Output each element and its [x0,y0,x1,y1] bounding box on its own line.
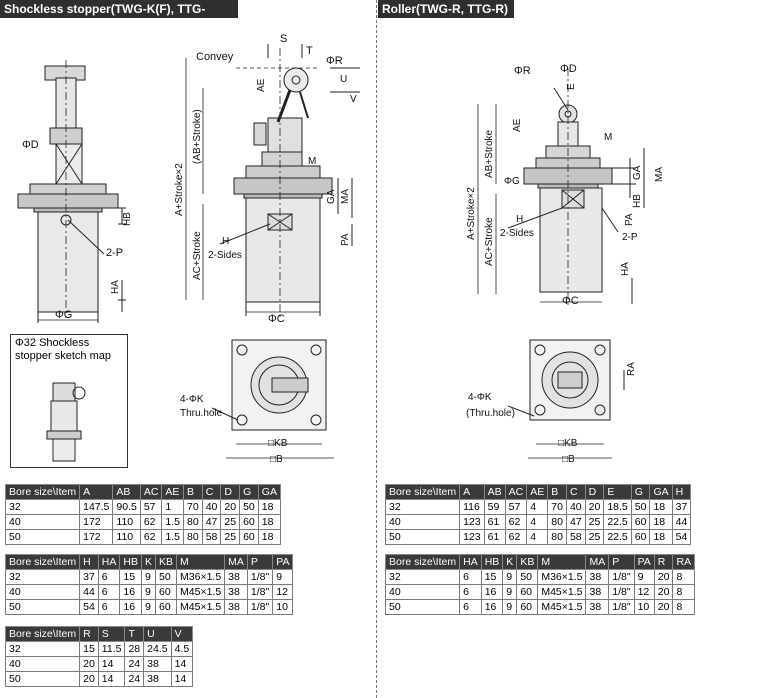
column-header: Bore size\Item [386,555,460,570]
table-cell: 25 [585,530,604,545]
table-cell: 172 [80,530,113,545]
right-phi-g-label: ΦG [504,176,520,187]
column-header: AC [140,485,162,500]
left-b-label: □B [270,454,283,465]
table-cell: 20 [654,585,673,600]
column-header: M [177,555,225,570]
column-header: HB [481,555,503,570]
table-cell: 57 [140,500,162,515]
table-cell: 22.5 [604,515,631,530]
table-cell: 58 [202,530,221,545]
table-cell: 61 [484,515,505,530]
table-cell: 38 [144,672,171,687]
table-cell: 16 [120,600,142,615]
table-cell: 38 [586,600,609,615]
sketch-map-box [10,334,128,468]
table-cell: 50 [631,500,650,515]
table-cell: 61 [484,530,505,545]
table-header-row [386,485,691,500]
column-header: H [672,485,691,500]
table-cell: 80 [548,515,567,530]
column-header: A [80,485,113,500]
table-cell: 110 [113,530,140,545]
table-cell: 62 [505,530,527,545]
column-header: HA [460,555,482,570]
table-cell: 47 [202,515,221,530]
table-cell: 18 [258,515,280,530]
table-cell: 8 [673,600,695,615]
column-header: HB [120,555,142,570]
left-phi-d-label: ΦD [22,139,39,151]
table-cell: 123 [460,530,485,545]
left-2p-label: 2-P [106,247,124,259]
table-cell: 50 [240,500,259,515]
table-cell: 25 [585,515,604,530]
right-phi-r-label: ΦR [514,65,531,77]
column-header: A [460,485,485,500]
table-cell: 32 [386,500,460,515]
table-row [6,642,193,657]
table-cell: 62 [140,515,162,530]
table-cell: 37 [672,500,691,515]
table-row [6,657,193,672]
table-cell: 12 [634,585,654,600]
table-cell: 9 [503,585,517,600]
table-cell: 40 [386,515,460,530]
table-cell: 37 [80,570,99,585]
right-b-label: □B [562,454,575,465]
column-header: M [538,555,586,570]
table-cell: 32 [386,570,460,585]
right-phi-c-label: ΦC [562,295,579,307]
table-cell: 54 [672,530,691,545]
column-header: Bore size\Item [6,485,80,500]
table-cell: 50 [6,530,80,545]
right-pa-label: PA [624,213,635,226]
right-ab-stroke-label: AB+Stroke [484,129,495,178]
table-row [386,585,695,600]
column-header: K [141,555,155,570]
table-row [6,585,293,600]
table-cell: 40 [6,585,80,600]
table-cell: 172 [80,515,113,530]
left-phi-r-label: ΦR [326,55,343,67]
table-row [6,515,281,530]
column-header: AB [484,485,505,500]
table-cell: 1/8" [247,585,272,600]
table-cell: 58 [566,530,585,545]
column-header: GA [258,485,280,500]
column-header: R [80,627,99,642]
table-cell: 4 [527,515,548,530]
table-cell: 12 [273,585,293,600]
table-cell: 60 [517,585,538,600]
column-header: B [184,485,203,500]
table-cell: 11.5 [98,642,125,657]
table-cell: 59 [484,500,505,515]
table-cell: 6 [98,585,120,600]
column-header: AC [505,485,527,500]
column-header: G [240,485,259,500]
table-cell: 60 [517,600,538,615]
table-cell: 14 [98,657,125,672]
table-cell: 9 [141,585,155,600]
left-section-title: Shockless stopper(TWG-K(F), TTG-K(F)) [0,0,238,18]
table-cell: 1/8" [609,600,634,615]
table-cell: 24 [125,657,144,672]
right-spec-table-1 [385,484,691,545]
table-cell: 50 [386,530,460,545]
section-divider [376,0,377,698]
table-cell: 9 [634,570,654,585]
table-cell: 40 [6,657,80,672]
table-cell: 8 [673,570,695,585]
table-cell: 8 [673,585,695,600]
table-cell: 60 [631,515,650,530]
table-cell: 1/8" [609,585,634,600]
column-header: C [202,485,221,500]
right-hb-label: HB [632,194,643,208]
table-cell: 70 [548,500,567,515]
left-m-label: M [308,156,317,167]
column-header: MA [586,555,609,570]
right-4phik-label: 4-ΦK [468,392,492,403]
column-header: PA [273,555,293,570]
table-cell: 9 [503,570,517,585]
table-cell: 57 [505,500,527,515]
table-cell: 44 [672,515,691,530]
table-row [6,672,193,687]
column-header: D [585,485,604,500]
left-phi-g-label: ΦG [55,309,73,321]
table-cell: 6 [460,570,482,585]
table-header-row [6,627,193,642]
right-ac-stroke-label: AC+Stroke [484,217,495,266]
table-cell: 40 [6,515,80,530]
right-ga-label: GA [632,165,643,180]
column-header: E [604,485,631,500]
table-cell: 50 [6,672,80,687]
table-cell: 18 [258,530,280,545]
table-cell: 6 [460,600,482,615]
column-header: R [654,555,673,570]
table-cell: 14 [171,657,193,672]
column-header: P [247,555,272,570]
table-cell: 16 [481,585,503,600]
column-header: P [609,555,634,570]
table-header-row [6,485,281,500]
table-cell: 20 [80,672,99,687]
table-cell: 123 [460,515,485,530]
left-s-label: S [280,33,288,45]
table-cell: 20 [654,600,673,615]
left-thruhole-label: Thru.hole [180,408,223,419]
table-cell: 60 [631,530,650,545]
column-header: PA [634,555,654,570]
left-spec-table-1 [5,484,281,545]
table-cell: 9 [141,600,155,615]
left-spec-table-2 [5,554,293,615]
table-cell: 6 [98,570,120,585]
table-cell: 14 [98,672,125,687]
table-cell: 18 [258,500,280,515]
column-header: Bore size\Item [6,555,80,570]
table-cell: 80 [184,515,203,530]
table-cell: 32 [6,642,80,657]
right-ae-label: AE [512,118,523,132]
right-ra-label: RA [626,362,637,376]
left-front-view [186,44,360,318]
column-header: HA [98,555,120,570]
left-v-label: V [350,94,357,105]
table-cell: 50 [386,600,460,615]
column-header: KB [517,555,538,570]
table-cell: 54 [80,600,99,615]
right-e-label: E [566,83,577,90]
table-cell: M45×1.5 [177,600,225,615]
column-header: AE [162,485,184,500]
table-cell: 60 [156,600,177,615]
column-header: Bore size\Item [6,627,80,642]
right-m-label: M [604,132,613,143]
left-hb-label: HB [122,212,133,226]
table-cell: 16 [481,600,503,615]
left-ga-label: GA [326,189,337,204]
table-cell: 9 [141,570,155,585]
left-4phik-label: 4-ΦK [180,394,204,405]
table-cell: 90.5 [113,500,140,515]
left-ac-stroke-label: AC+Stroke [192,231,203,280]
left-ae-label: AE [256,78,267,92]
left-phi-c-label: ΦC [268,313,285,325]
table-cell: 60 [156,585,177,600]
table-cell: 18.5 [604,500,631,515]
left-spec-table-3 [5,626,193,687]
table-cell: 20 [585,500,604,515]
table-cell: 116 [460,500,485,515]
left-t-label: T [306,45,313,57]
column-header: U [144,627,171,642]
table-cell: 50 [517,570,538,585]
table-cell: 50 [6,600,80,615]
table-cell: M36×1.5 [538,570,586,585]
table-cell: 25 [221,515,240,530]
table-row [6,570,293,585]
table-cell: 62 [505,515,527,530]
table-cell: 80 [184,530,203,545]
table-cell: M45×1.5 [538,600,586,615]
column-header: AB [113,485,140,500]
table-row [6,500,281,515]
table-cell: 20 [654,570,673,585]
table-cell: 80 [548,530,567,545]
table-cell: 1.5 [162,515,184,530]
table-cell: 62 [140,530,162,545]
left-pa-label: PA [340,233,351,246]
table-cell: 40 [566,500,585,515]
table-cell: 50 [156,570,177,585]
right-phi-d-label: ΦD [560,63,577,75]
right-a-stroke-label: A+Stroke×2 [466,187,477,240]
table-cell: 60 [240,515,259,530]
table-cell: 4 [527,530,548,545]
table-cell: 32 [6,500,80,515]
column-header: S [98,627,125,642]
right-drawings [378,18,758,470]
left-kb-label: □KB [268,438,288,449]
left-a-stroke-label: A+Stroke×2 [174,163,185,216]
table-cell: 38 [586,585,609,600]
table-cell: 9 [503,600,517,615]
table-cell: 15 [481,570,503,585]
right-h-label: H [516,214,524,225]
right-spec-table-2 [385,554,695,615]
table-cell: 38 [225,570,248,585]
column-header: KB [156,555,177,570]
table-row [6,600,293,615]
table-cell: 4 [527,500,548,515]
table-cell: 25 [221,530,240,545]
table-cell: 60 [240,530,259,545]
table-cell: 1/8" [247,600,272,615]
table-row [386,600,695,615]
table-cell: 110 [113,515,140,530]
left-convey-label: Convey [196,51,234,63]
table-cell: 14 [171,672,193,687]
table-cell: 6 [460,585,482,600]
column-header: MA [225,555,248,570]
table-cell: 18 [650,515,672,530]
column-header: T [125,627,144,642]
table-row [386,570,695,585]
column-header: Bore size\Item [386,485,460,500]
table-cell: 32 [6,570,80,585]
table-cell: M45×1.5 [538,585,586,600]
table-cell: 44 [80,585,99,600]
table-cell: 28 [125,642,144,657]
column-header: G [631,485,650,500]
table-cell: M36×1.5 [177,570,225,585]
right-ha-label: HA [620,262,631,276]
table-cell: 38 [225,585,248,600]
column-header: V [171,627,193,642]
column-header: GA [650,485,672,500]
table-cell: 1 [162,500,184,515]
table-cell: M45×1.5 [177,585,225,600]
table-cell: 24.5 [144,642,171,657]
table-cell: 47 [566,515,585,530]
right-ma-label: MA [654,167,665,182]
table-cell: 20 [221,500,240,515]
column-header: RA [673,555,695,570]
table-cell: 9 [273,570,293,585]
table-cell: 1/8" [247,570,272,585]
column-header: K [503,555,517,570]
table-cell: 24 [125,672,144,687]
table-header-row [386,555,695,570]
left-ma-label: MA [340,189,351,204]
table-cell: 38 [225,600,248,615]
table-cell: 10 [634,600,654,615]
right-thruhole-label: (Thru.hole) [466,408,515,419]
table-cell: 18 [650,530,672,545]
sketch-map-label: Φ32 Shockless stopper sketch map [15,337,111,362]
column-header: H [80,555,99,570]
table-cell: 1.5 [162,530,184,545]
column-header: C [566,485,585,500]
table-header-row [6,555,293,570]
table-cell: 20 [80,657,99,672]
table-cell: 4.5 [171,642,193,657]
table-cell: 1/8" [609,570,634,585]
table-cell: 40 [386,585,460,600]
table-cell: 10 [273,600,293,615]
column-header: D [221,485,240,500]
table-cell: 147.5 [80,500,113,515]
sketch-map-drawing [39,375,99,463]
column-header: B [548,485,567,500]
column-header: AE [527,485,548,500]
left-2sides-label: 2-Sides [208,250,242,261]
table-cell: 40 [202,500,221,515]
table-cell: 38 [586,570,609,585]
right-2p-label: 2-P [622,232,638,243]
table-cell: 38 [144,657,171,672]
table-cell: 15 [120,570,142,585]
left-u-label: U [340,74,348,85]
table-cell: 70 [184,500,203,515]
table-row [386,530,691,545]
left-h-label: H [222,236,230,247]
table-cell: 22.5 [604,530,631,545]
table-cell: 15 [80,642,99,657]
left-ab-stroke-label: (AB+Stroke) [192,109,203,164]
table-row [6,530,281,545]
left-ha-label: HA [110,280,121,294]
right-section-title: Roller(TWG-R, TTG-R) [378,0,514,18]
table-cell: 16 [120,585,142,600]
table-cell: 18 [650,500,672,515]
table-row [386,500,691,515]
table-cell: 6 [98,600,120,615]
table-row [386,515,691,530]
right-kb-label: □KB [558,438,578,449]
right-2sides-label: 2-Sides [500,228,534,239]
